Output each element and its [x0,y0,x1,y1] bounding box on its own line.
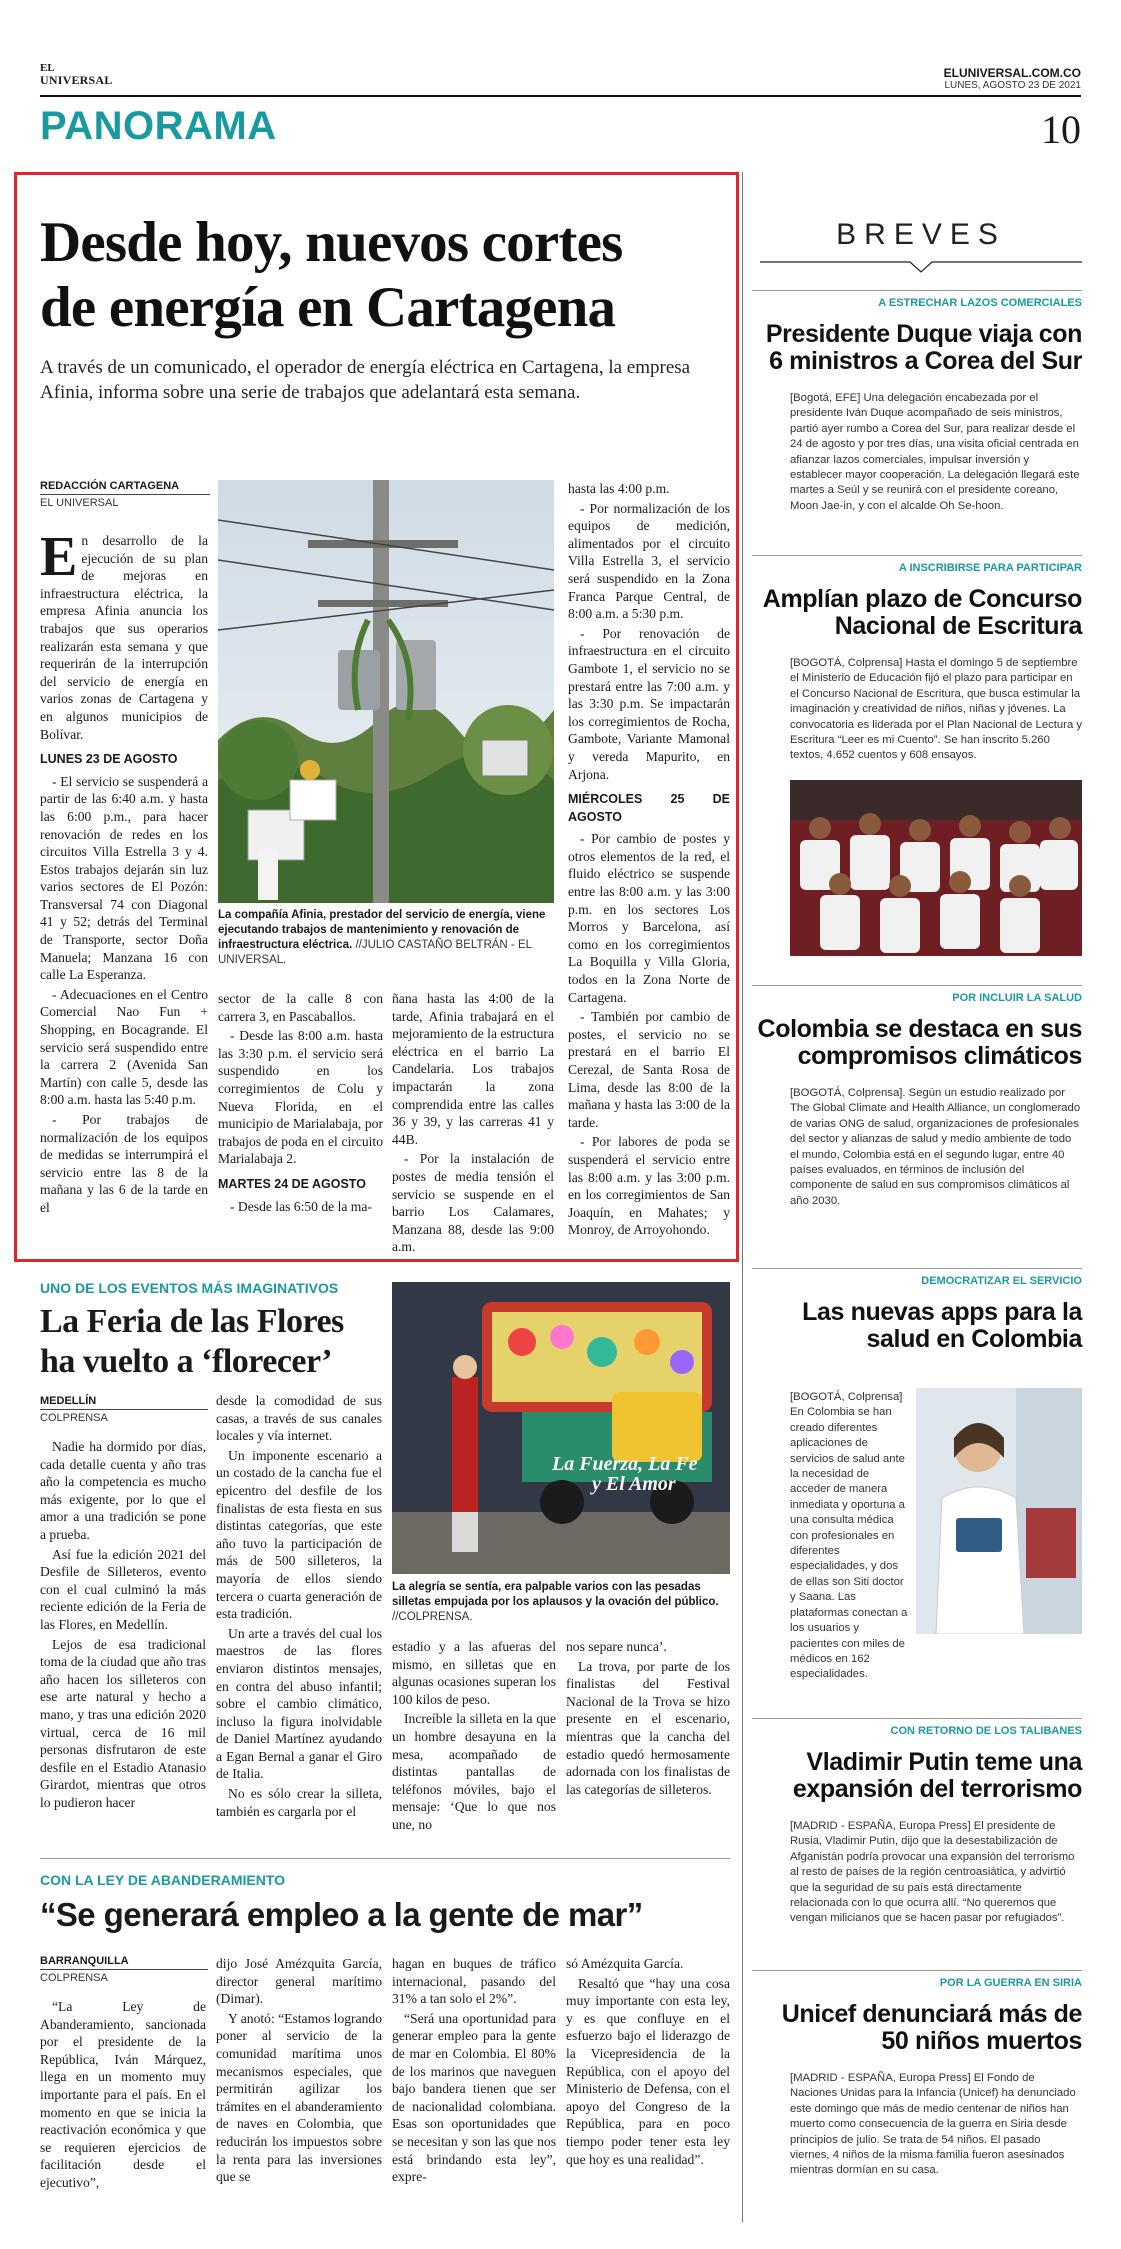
brief-body: [BOGOTÁ, Colprensa]. Según un estudio realizado por The Global Climate and Health Alliance, un conglomerado de varias ONG de salud, organizaciones de profesionales del sector y alianzas de salud y medio ambiente de todo el mundo, Colombia está en el segundo lugar, entre 40 países evaluados, en términos de inclusión del componente de salud en sus compromisos climáticos al año 2030. [790,1087,1081,1207]
brief-item[interactable] [752,290,1082,514]
mar-kicker: CON LA LEY DE ABANDERAMIENTO [40,1872,286,1888]
mar-paragraph: hagan en buques de tráfico internacional, pasando del 31% a tan solo el 2%”. [392,1956,556,2007]
mar-paragraph: dijo José Amézquita García, director general marítimo (Dimar). [216,1956,382,2007]
brief-divider [752,1970,1082,1971]
photo-credit: //JULIO CASTAÑO BELTRÁN - EL UNIVERSAL. [218,939,532,966]
mar-paragraph: Resaltó que “hay una cosa muy importante con esta ley, y es que confluye en el esfuerzo bajo el liderazgo de la Vicepresidencia de la República, con el apoyo del Ministerio de Defensa, con el apoyo del Congreso de la República, para en poco tiempo poder tener esta ley que hoy es una realidad”. [566,1975,730,2167]
brief-body: [MADRID - ESPAÑA, Europa Press] El Fondo de Naciones Unidas para la Infancia (Unicef) ha denunciado este domingo que más de medio centenar de niños han muerto como consecuencia de la guerra en Siria desde principios de julio. Se trata de 54 niños. El pasado viernes, 4 niños de la misma familia fueron asesinados mientras dormían en su casa. [790,2072,1076,2177]
feria-paragraph: Nadie ha dormido por días, cada detalle cuenta y año tras año la competencia es mucho más exigente, por lo que el amor a una tradición se pone a prueba. [40,1439,206,1542]
byline-divider [40,494,210,495]
lead-headline [40,210,730,340]
lead-headline-line-1: Desde hoy, nuevos cortes [40,211,623,274]
mar-paragraph: Y anotó: “Estamos logrando poner al servicio de la comunidad marítima unos mecanismos especiales, que permitirán agilizar los trámites en el abanderamiento de naves en Colombia, que reducirán los impuestos sobre la renta para las inversiones que se [216,2010,382,2185]
feria-kicker: UNO DE LOS EVENTOS MÁS IMAGINATIVOS [40,1280,339,1296]
lead-deck: A través de un comunicado, el operador de energía eléctrica en Cartagena, la empresa Afinia, informa sobre una serie de trabajos que adelantará esta semana. [40,357,691,403]
feria-paragraph: Un imponente escenario a un costado de la cancha fue el epicentro del desfile de los finalistas de esta fiesta en sus distintas categorías, que este año tuvo la participación de más de 500 silleteros, la mayoría de ellos siendo tercera o cuarta generación de esta tradición. [216,1447,382,1622]
logo-top: EL [40,62,55,74]
feria-photo [392,1282,730,1574]
mar-column-2 [216,1955,382,2188]
feria-byline [40,1395,208,1424]
lead-intro: n desarrollo de la ejecución de su plan de mejoras en infraestructura eléctrica, la empresa Afinia anuncia los trabajos que sus operarios realizarán esta semana y que requerirán de la interrupción del servicio de energía en varios zonas de Cartagena y en algunos municipios de Bolívar. [40,533,208,742]
doctor-photo [916,1388,1082,1634]
mar-column-4 [566,1955,730,2170]
feria-paragraph: Así fue la edición 2021 del Desfile de Silleteros, evento con el cual culminó la más reciente edición de la Feria de las Flores, en Medellín. [40,1546,206,1632]
feria-paragraph: Lejos de esa tradicional toma de la ciudad que año tras año hacen los silleteros con ese arte natural y hecho a mano, y tras una edición 2020 virtual, cerca de 16 mil personas disfrutaron de este desfile en el Estadio Atanasio Girardot, mientras que otros lo pudieron hacer [40,1636,206,1810]
lead-paragraph: - El servicio se suspenderá a partir de las 6:40 a.m. y hasta las 6:00 p.m., para hacer renovación de redes en los circuitos Villa Estrella 3 y 4. Estos trabajos dejarán sin luz varios sectores de El Pozón: Transversal 74 con Diagonal 41 y 52; detrás del Terminal de Transporte, sector Doña Manuela; Manzana 16 con calle La Esperanza. [40,773,208,983]
caption-text: La compañía Afinia, prestador del servicio de energía, viene ejecutando trabajos de mantenimiento y renovación de infraestructura eléctrica. [218,909,546,951]
mar-column-1 [40,1998,206,2194]
brief-body: [BOGOTÁ, Colprensa] En Colombia se han creado diferentes aplicaciones de servicios de salud ante la necesidad de acceder de manera inmediata y oportuna a una consulta médica con profesionales en diferentes especialidades, y dos de ellas son Siti doctor y Saana. Las plataformas conectan a los usuarios y pacientes con miles de médicos en 162 especialidades. [790,1391,908,1681]
feria-paragraph: estadio y a las afueras del mismo, en silletas que en algunas ocasiones superan los 100 kilos de peso. [392,1639,556,1707]
brief-headline: Vladimir Putin teme una expansión del terrorismo [792,1748,1082,1803]
brief-headline: Unicef denunciará más de 50 niños muertos [781,2000,1082,2055]
feria-paragraph: Increíble la silleta en la que un hombre desayuna en la mesa, acompañado de distintas pantallas de teléfonos móviles, bajo el mensaje: ‘Que lo que nos une, no [392,1711,556,1832]
day-wednesday-heading: MIÉRCOLES 25 DE AGOSTO [568,792,730,824]
lead-paragraph: sector de la calle 8 con carrera 3, en Pascaballos. [218,991,383,1024]
lead-column-2 [218,990,383,1217]
students-audience-photo [790,780,1082,956]
brief-item[interactable] [752,555,1082,764]
lead-paragraph: - Adecuaciones en el Centro Comercial Nao Fun + Shopping, en Bocagrande. El servicio será suspendido entre la carrera 2 (Avenida San Martín) con calle 5, desde las 8:00 a.m. hasta las 5:40 p.m. [40,986,208,1108]
issue-date: LUNES, AGOSTO 23 DE 2021 [944,80,1081,91]
dropcap: E [40,526,78,588]
day-tuesday-heading: MARTES 24 DE AGOSTO [218,1176,366,1191]
masthead [0,0,1121,160]
section-title: PANORAMA [40,104,277,148]
mar-paragraph: só Amézquita García. [566,1956,684,1971]
lead-column-1 [40,526,208,1219]
brief-headline: Las nuevas apps para la salud en Colombia [802,1298,1082,1353]
brief-divider [752,290,1082,291]
photo-credit: //COLPRENSA. [392,1611,473,1623]
byline-name: BARRANQUILLA [40,1955,129,1967]
brief-divider [752,1718,1082,1719]
breves-underline-notch [760,256,1082,276]
feria-column-3 [392,1638,556,1836]
brief-kicker: POR LA GUERRA EN SIRIA [939,1977,1082,1989]
mar-byline [40,1955,208,1984]
brief-item[interactable] [752,985,1082,1209]
byline-name: MEDELLÍN [40,1395,97,1407]
brief-divider [752,985,1082,986]
lead-photo-caption [218,908,554,968]
lead-paragraph: - Por labores de poda se suspenderá el servicio entre las 8:00 a.m. y las 3:00 p.m. en los corregimientos de San Joaquín, en Mahates; y Monroy, de Arroyohondo. [568,1134,730,1238]
page-number: 10 [1041,107,1081,152]
caption-text: La alegría se sentía, era palpable varios con las pesadas silletas empujada por los aplausos y la ovación del público. [392,1581,719,1608]
utility-pole-photo [218,480,554,903]
lead-paragraph: - Por cambio de postes y otros elementos de la red, el fluido eléctrico se suspende entre las 8:00 a.m. y las 3:00 p.m. en los sectores Los Morros y Barcelona, así como en los corregimientos La Boquilla y Villa Gloria, todos en la Zona Norte de Cartagena. [568,831,730,1005]
brief-item[interactable] [752,1970,1082,2179]
lead-paragraph: - Desde las 8:00 a.m. hasta las 3:30 p.m. el servicio será suspendido en los corregimientos de Colu y Nueva Florida, en el municipio de Marialabaja, por trabajos de poda en el circuito Marialabaja 2. [218,1028,383,1167]
day-monday-heading: LUNES 23 DE AGOSTO [40,752,178,767]
mar-headline: “Se generará empleo a la gente de mar” [40,1896,643,1933]
byline-agency: COLPRENSA [40,1412,108,1424]
brief-headline: Presidente Duque viaja con 6 ministros a Corea del Sur [765,320,1082,375]
feria-paragraph: desde la comodidad de sus casas, a través de sus canales locales y vía internet. [216,1393,382,1444]
brief-body: [BOGOTÁ, Colprensa] Hasta el domingo 5 de septiembre el Ministerio de Educación fijó el plazo para participar en el Concurso Nacional de Escritura, que busca estimular la imaginación y creatividad de niños, niñas y jóvenes. La convocatoria es liderada por el Plan Nacional de Lectura y Escritura “Leer es mi Cuento”. Se han inscrito 5.260 textos, 4.652 cuentos y 608 ensayos. [790,657,1083,762]
brief-headline: Amplían plazo de Concurso Nacional de Escritura [762,585,1082,640]
brief-kicker: A ESTRECHAR LAZOS COMERCIALES [878,297,1082,309]
breves-sidebar [742,172,743,2222]
brief-kicker: A INSCRIBIRSE PARA PARTICIPAR [898,562,1082,574]
feria-column-1 [40,1438,206,1813]
feria-headline-line-2: ha vuelto a ‘florecer’ [40,1343,333,1380]
brief-divider [752,1268,1082,1269]
mar-paragraph: “La Ley de Abanderamiento, sancionada por el presidente de la República, Iván Márquez, llega en un momento muy importante para el país. En el momento en que se inicia la reactivación económica y que se requieren ejercicios de facilitación desde el ejecutivo”, [40,1999,206,2190]
feria-column-4 [566,1638,730,1800]
lead-headline-line-2: de energía en Cartagena [40,276,616,339]
lead-column-3 [392,990,554,1258]
brief-item[interactable] [752,1268,1082,1353]
byline-name: REDACCIÓN CARTAGENA [40,480,180,492]
logo-bottom: UNIVERSAL [40,73,113,87]
brief-body: [MADRID - ESPAÑA, Europa Press] El presidente de Rusia, Vladimir Putin, dijo que la desestabilización de Afganistán podría provocar una expansión del terrorismo al resto de países de la región centroasiática, y advirtió que la seguridad de su país está directamente relacionada con lo que ocurra allí. “No queremos que vengan milicianos que se hacen pasar por refugiados”. [790,1820,1075,1925]
brief-headline: Colombia se destaca en sus compromisos climáticos [757,1015,1082,1070]
lead-column-4 [568,480,730,1241]
mar-paragraph: “Será una oportunidad para generar empleo para la gente de mar en Colombia. El 80% de los marinos que naveguen bajo bandera tienen que ser de nacionalidad colombiana. Esas son oportunidades que se necesitan y son las que nos está brindando esta ley”, expre- [392,2010,556,2185]
brief-kicker: CON RETORNO DE LOS TALIBANES [890,1725,1082,1737]
feria-photo-caption [392,1580,730,1625]
doctor-with-tablet-photo [916,1388,1082,1634]
lead-paragraph: - También por cambio de postes, el servicio no se prestará en el barrio El Cerezal, de Santa Rosa de Lima, desde las 8:00 de la mañana y hasta las 3:00 de la tarde. [568,1009,730,1130]
lead-paragraph: - Por trabajos de normalización de los equipos de medidas se interrumpirá el servicio entre las 8 de la mañana y las 6 de la tarde en el [40,1112,208,1215]
lead-paragraph: - Por normalización de los equipos de medición, alimentados por el circuito Villa Estrella 3, el servicio será suspendido en la Zona Franca Parque Central, de 8:00 a.m. a 5:30 p.m. [568,500,730,622]
mar-column-3 [392,1955,556,2188]
lead-paragraph: - Por la instalación de postes de media tensión el servicio se suspende en el barrio Los Calamares, Manzana 88, desde las 9:00 a.m. [392,1151,554,1255]
feria-headline [40,1302,390,1382]
feria-paragraph: La trova, por parte de los finalistas del Festival Nacional de la Trova se hizo presente en el escenario, mientras que la cancha del estadio quedó hermosamente adornada con los finalistas de las categorías de silleteros. [566,1658,730,1797]
feria-paragraph: nos separe nunca’. [566,1639,667,1654]
breves-title: BREVES [836,218,1006,251]
lead-paragraph: ñana hasta las 4:00 de la tarde, Afinia trabajará en el mejoramiento de la estructura eléctrica en el barrio La Candelaria. Los trabajos impactarán la zona comprendida entre las calles 36 y 39, y las carreras 41 y 44B. [392,991,554,1147]
lead-paragraph: - Por renovación de infraestructura en el circuito Gambote 1, el servicio no se prestará entre las 7:00 a.m. y las 3:30 p.m. Se impactarán los corregimientos de Rocha, Gambote, Variante Mamonal y vereda Mapurito, en Arjona. [568,625,730,782]
brief-item[interactable] [752,1718,1082,1927]
newspaper-logo [40,62,112,86]
brief-kicker: POR INCLUIR LA SALUD [952,992,1082,1004]
students-photo [790,780,1082,956]
brief-divider [752,555,1082,556]
photo-sign-line-2: y El Amor [592,1473,676,1495]
lead-paragraph: hasta las 4:00 p.m. [568,481,670,496]
brief-kicker: DEMOCRATIZAR EL SERVICIO [921,1275,1082,1287]
feria-column-2 [216,1392,382,1822]
photo-sign-line-1: La Fuerza, La Fe [552,1453,698,1475]
section-divider [40,1858,730,1859]
feria-paragraph: No es sólo crear la silleta, también es cargarla por el [216,1786,382,1819]
feria-paragraph: Un arte a través del cual los maestros de las flores enviaron distintos mensajes, en contra del abuso infantil; sobre el cambio climático, incluso la figura inolvidable de Daniel Martínez ayudando a Egan Bernal a ganar el Giro de Italia. [216,1625,382,1782]
masthead-rule [40,95,1081,97]
byline-divider [40,1969,208,1970]
brief-body: [Bogotá, EFE] Una delegación encabezada por el presidente Iván Duque acompañado de seis ministros, partió ayer rumbo a Corea del Sur, para realizar desde el 24 de agosto y por tres días, una visita oficial centrada en afianzar lazos comerciales, impulsar inversión y establecer mayor cooperación. La delegación llegará este martes a Seúl y se reunirá con el presidente coreano, Moon Jae-in, y con el alcalde Oh Se-hoon. [790,392,1080,512]
feria-headline-line-1: La Feria de las Flores [40,1303,344,1340]
site-url[interactable]: ELUNIVERSAL.COM.CO [943,66,1081,80]
lead-photo [218,480,554,903]
lead-paragraph: - Desde las 6:50 de la ma- [230,1198,372,1214]
byline-divider [40,1409,208,1410]
byline-agency: COLPRENSA [40,1972,108,1984]
byline-agency: EL UNIVERSAL [40,497,119,509]
silleta-truck-photo [392,1282,730,1574]
lead-byline [40,480,210,509]
